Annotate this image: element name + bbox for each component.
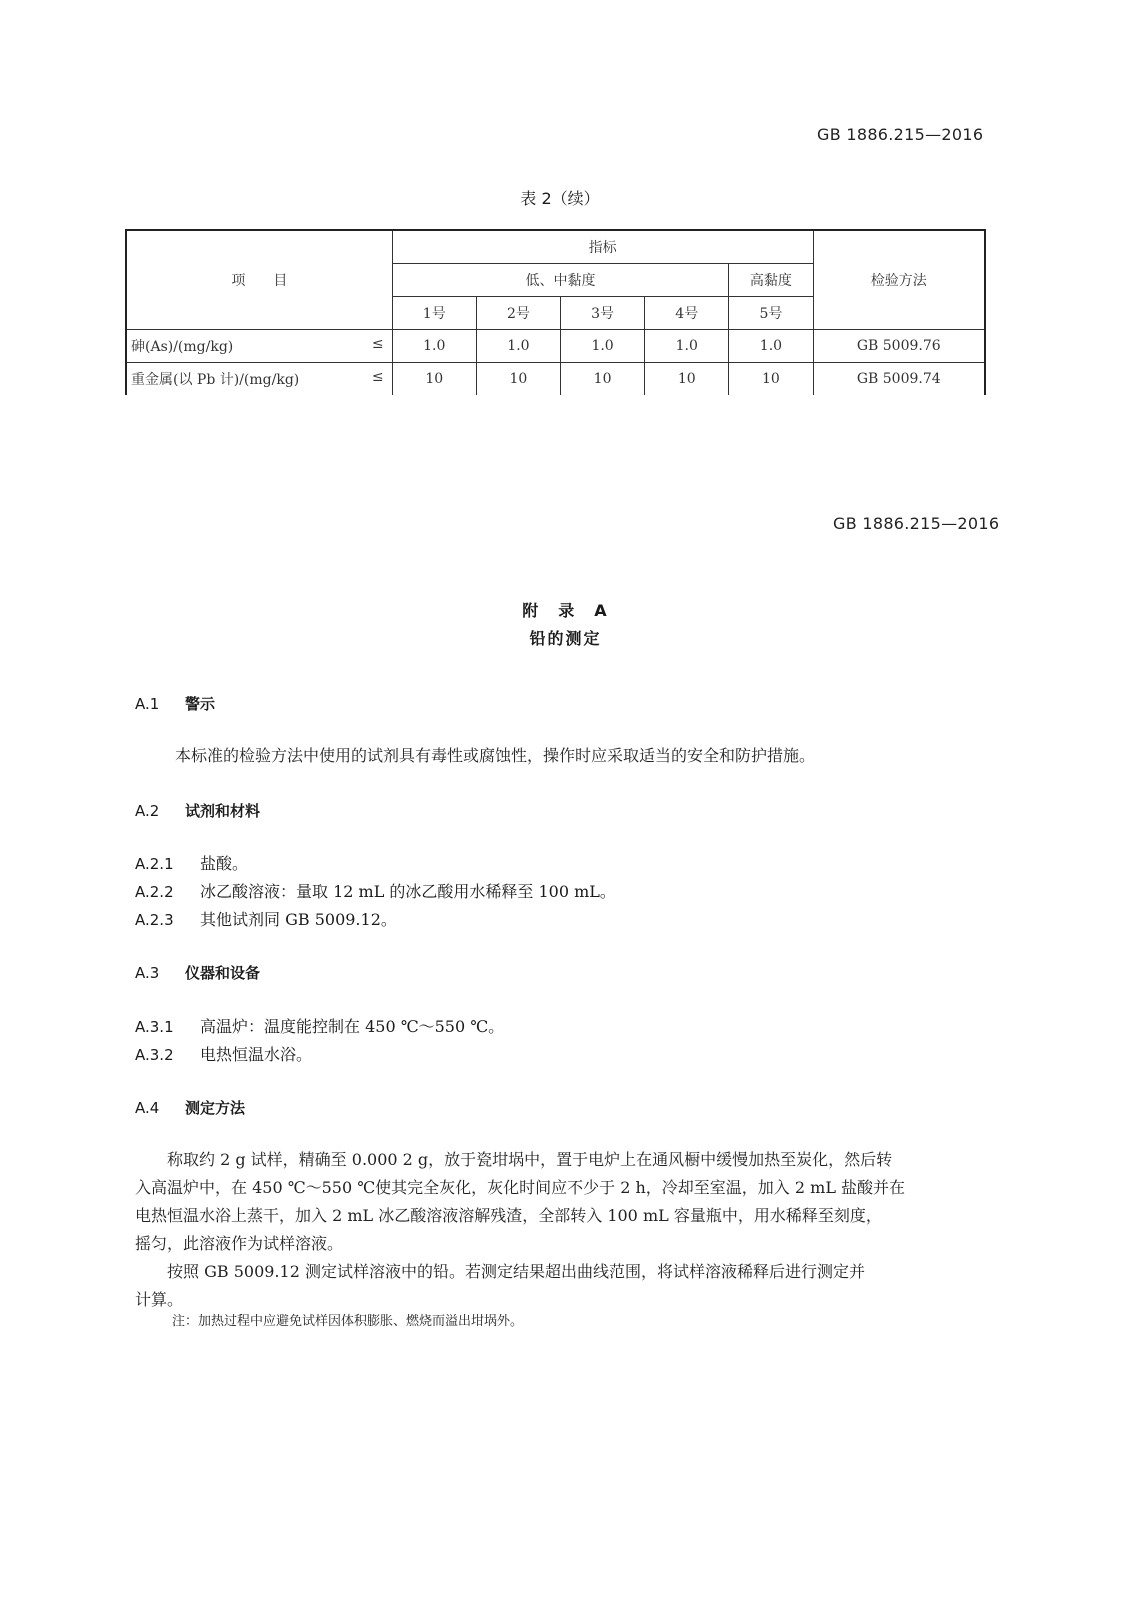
row-item-cell	[126, 330, 392, 363]
section-heading-a1: A.1 警示	[135, 695, 216, 713]
appendix-title: 铅的测定	[529, 629, 602, 648]
section-heading-a3: A.3 仪器和设备	[135, 964, 261, 982]
row-method: GB 5009.76	[813, 330, 985, 363]
list-item: A.3.1 高温炉：温度能控制在 450 ℃～550 ℃。	[135, 1017, 505, 1036]
paragraph-line: 摇匀，此溶液作为试样溶液。	[135, 1234, 344, 1253]
paragraph-line: 计算。	[135, 1290, 184, 1309]
list-item: A.2.1 盐酸。	[135, 854, 249, 873]
header-indicator: 指标	[392, 230, 813, 264]
row-value: 1.0	[561, 330, 645, 363]
row-value: 1.0	[645, 330, 729, 363]
note: 注：加热过程中应避免试样因体积膨胀、燃烧而溢出坩埚外。	[172, 1314, 524, 1329]
row-limit-sign: ≤	[371, 336, 384, 352]
grade-header: 3号	[561, 297, 645, 330]
list-item: A.2.3 其他试剂同 GB 5009.12。	[135, 910, 397, 929]
row-limit-sign: ≤	[371, 369, 384, 385]
appendix-label: 附 录 A	[522, 601, 609, 620]
section-heading-a4: A.4 测定方法	[135, 1099, 246, 1117]
grade-header: 2号	[476, 297, 560, 330]
table-row	[126, 363, 985, 396]
header-high-viscosity: 高黏度	[729, 264, 813, 297]
header-item: 项 目	[126, 230, 392, 330]
section-a1-text: 本标准的检验方法中使用的试剂具有毒性或腐蚀性，操作时应采取适当的安全和防护措施。	[175, 746, 816, 765]
row-item-label: 砷(As)/(mg/kg)	[131, 339, 234, 355]
row-value: 1.0	[729, 330, 813, 363]
row-value: 10	[729, 363, 813, 396]
row-method: GB 5009.74	[813, 363, 985, 396]
page-header-standard-number: GB 1886.215—2016	[833, 514, 1000, 533]
paragraph-line: 称取约 2 g 试样，精确至 0.000 2 g，放于瓷坩埚中，置于电炉上在通风橱中缓慢加热至炭化，然后转	[135, 1150, 893, 1169]
specification-table	[125, 229, 986, 395]
row-value: 1.0	[476, 330, 560, 363]
header-method: 检验方法	[813, 230, 985, 330]
grade-header: 5号	[729, 297, 813, 330]
row-value: 10	[392, 363, 476, 396]
section-a4-paragraph-1	[135, 1146, 1005, 1314]
row-item-label: 重金属(以 Pb 计)/(mg/kg)	[131, 372, 300, 388]
table-caption: 表 2（续）	[520, 189, 600, 208]
section-heading-a2: A.2 试剂和材料	[135, 802, 261, 820]
row-value: 1.0	[392, 330, 476, 363]
grade-header: 1号	[392, 297, 476, 330]
grade-header: 4号	[645, 297, 729, 330]
row-value: 10	[561, 363, 645, 396]
row-value: 10	[645, 363, 729, 396]
paragraph-line: 按照 GB 5009.12 测定试样溶液中的铅。若测定结果超出曲线范围，将试样溶液稀释后进行测定并	[135, 1262, 865, 1281]
row-item-cell	[126, 363, 392, 396]
row-value: 10	[476, 363, 560, 396]
table-row	[126, 330, 985, 363]
paragraph-line: 电热恒温水浴上蒸干，加入 2 mL 冰乙酸溶液溶解残渣，全部转入 100 mL 容量瓶中，用水稀释至刻度，	[135, 1206, 882, 1225]
header-low-mid-viscosity: 低、中黏度	[392, 264, 729, 297]
paragraph-line: 入高温炉中，在 450 ℃～550 ℃使其完全灰化，灰化时间应不少于 2 h，冷却至室温，加入 2 mL 盐酸并在	[135, 1178, 906, 1197]
page-header-standard-number: GB 1886.215—2016	[817, 125, 984, 144]
list-item: A.2.2 冰乙酸溶液：量取 12 mL 的冰乙酸用水稀释至 100 mL。	[135, 882, 616, 901]
list-item: A.3.2 电热恒温水浴。	[135, 1045, 313, 1064]
